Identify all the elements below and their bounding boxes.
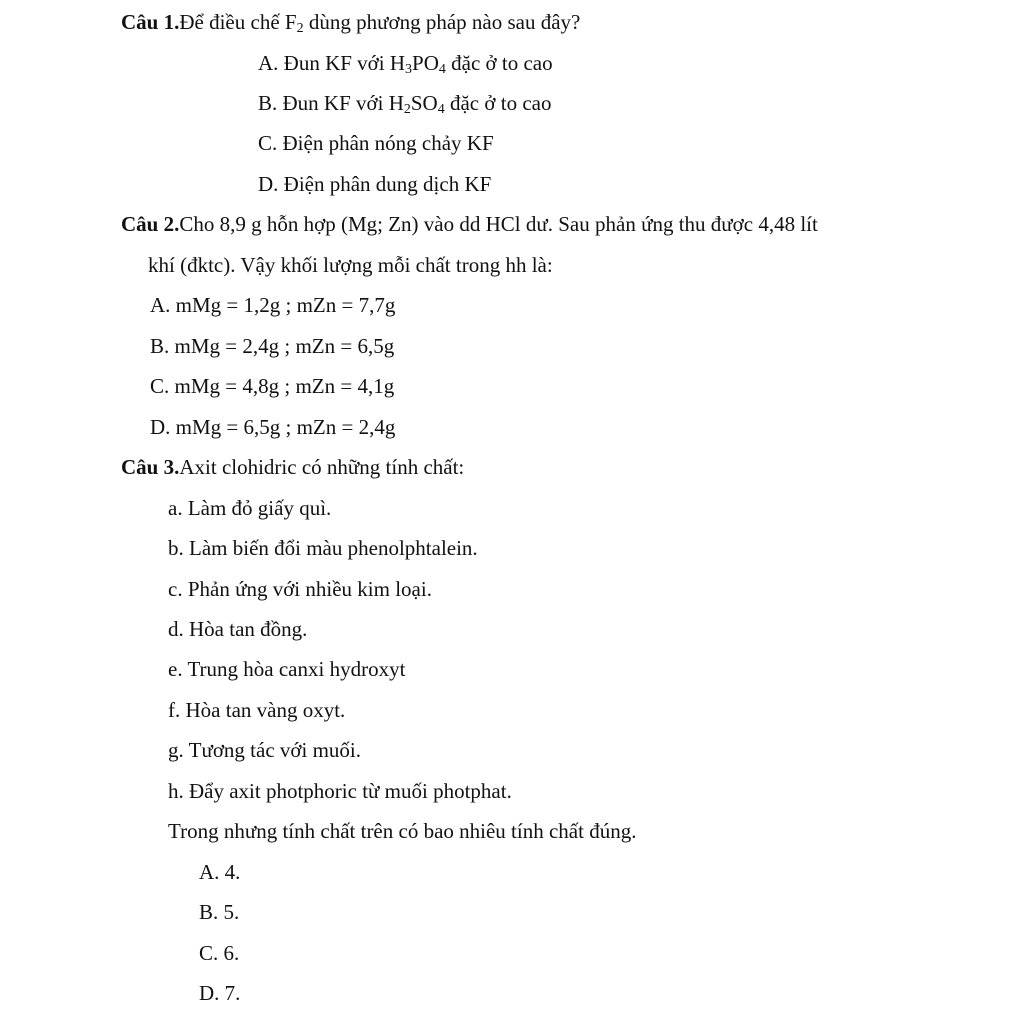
property-item-c: c. Phản ứng với nhiều kim loại. [168, 577, 432, 601]
question-1-option-a [258, 50, 553, 76]
question-3-text: Axit clohidric có những tính chất: [179, 455, 465, 479]
option-b-suffix: đặc ở to cao [444, 91, 552, 115]
question-3-option-a: A. 4. [199, 860, 241, 884]
question-3-prompt: Trong nhưng tính chất trên có bao nhiêu tính chất đúng. [168, 819, 637, 843]
question-1-option-c: C. Điện phân nóng chảy KF [258, 131, 494, 155]
question-3-option-c: C. 6. [199, 941, 240, 965]
option-b-sub-1: 2 [403, 102, 411, 117]
property-item-h: h. Đẩy axit photphoric từ muối photphat. [168, 779, 512, 803]
option-b-sub-2: 4 [437, 102, 445, 117]
property-item-f: f. Hòa tan vàng oxyt. [168, 698, 346, 722]
question-3-label: Câu 3. [121, 455, 180, 479]
property-item-e: e. Trung hòa canxi hydroxyt [168, 657, 406, 681]
question-3-option-d: D. 7. [199, 981, 241, 1005]
question-2-stem-line-1 [121, 211, 818, 237]
question-1-text-after: dùng phương pháp nào sau đây? [303, 10, 581, 34]
property-item-d: d. Hòa tan đồng. [168, 617, 308, 641]
option-b-prefix: B. Đun KF với H [258, 91, 404, 115]
option-a-prefix: A. Đun KF với H [258, 51, 406, 75]
option-a-suffix: đặc ở to cao [445, 51, 553, 75]
question-2-label: Câu 2. [121, 212, 180, 236]
question-2-option-c: C. mMg = 4,8g ; mZn = 4,1g [150, 374, 395, 398]
question-3-stem [121, 454, 464, 480]
property-item-b: b. Làm biến đổi màu phenolphtalein. [168, 536, 478, 560]
question-2-option-b: B. mMg = 2,4g ; mZn = 6,5g [150, 334, 395, 358]
question-2-text-line-1: Cho 8,9 g hỗn hợp (Mg; Zn) vào dd HCl dư. Sau phản ứng thu được 4,48 lít [179, 212, 818, 236]
option-a-mid: PO [412, 51, 439, 75]
question-2-option-d: D. mMg = 6,5g ; mZn = 2,4g [150, 415, 396, 439]
question-1-text-before: Để điều chế F [179, 10, 297, 34]
option-a-sub-2: 4 [438, 62, 446, 77]
question-3-option-b: B. 5. [199, 900, 240, 924]
question-1-label: Câu 1. [121, 10, 180, 34]
option-a-sub-1: 3 [405, 62, 413, 77]
option-b-mid: SO [410, 91, 438, 115]
question-1-stem [121, 9, 580, 35]
question-1-option-d: D. Điện phân dung dịch KF [258, 172, 492, 196]
question-1-option-b [258, 90, 551, 116]
question-1-subscript: 2 [296, 21, 304, 36]
question-2-option-a: A. mMg = 1,2g ; mZn = 7,7g [150, 293, 396, 317]
question-2-stem-line-2: khí (đktc). Vậy khối lượng mỗi chất trong hh là: [148, 253, 553, 277]
property-item-a: a. Làm đỏ giấy quì. [168, 496, 332, 520]
property-item-g: g. Tương tác với muối. [168, 738, 362, 762]
